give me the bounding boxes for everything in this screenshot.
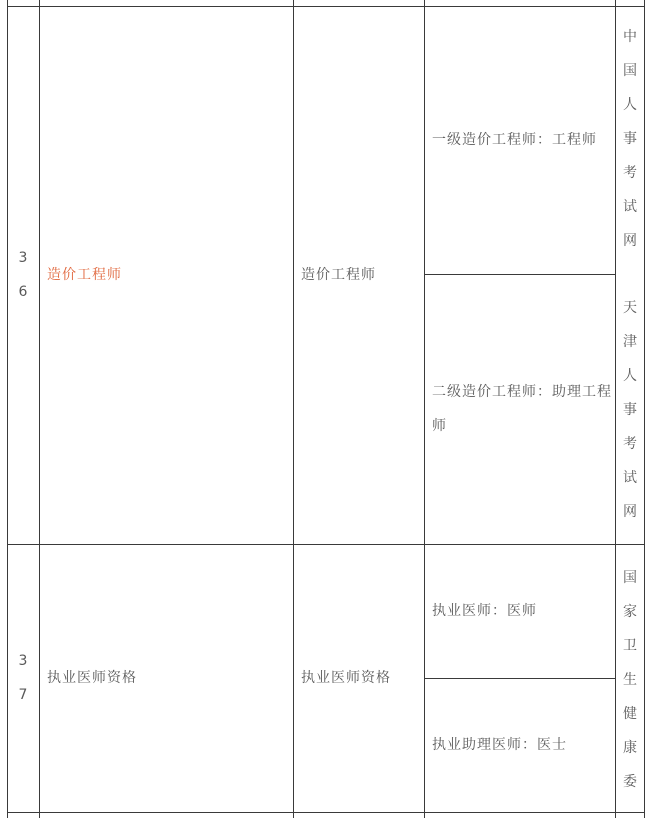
- qualification-name: 执业医师资格: [47, 670, 137, 686]
- qualification-cell: [47, 6, 293, 544]
- table-row: [7, 6, 645, 544]
- row-number-cell: [15, 544, 39, 812]
- row-divider: [7, 812, 645, 813]
- source-text: 中国人事考试网: [623, 29, 637, 249]
- source-text: 天津人事考试网: [623, 300, 637, 520]
- source-cell: [616, 20, 644, 260]
- equivalent-name: 造价工程师: [301, 267, 376, 283]
- source-cell: [616, 291, 644, 531]
- row-number-cell: [15, 6, 39, 544]
- row-number: 37: [18, 653, 28, 703]
- qualification-name: 造价工程师: [47, 267, 122, 283]
- sub-item-text: 执业助理医师：医士: [432, 737, 567, 753]
- sub-item-cell: [432, 678, 616, 812]
- source-cell: [616, 561, 644, 801]
- source-text: 国家卫生健康委: [623, 570, 637, 790]
- sub-item-text: 一级造价工程师：工程师: [432, 132, 597, 148]
- sub-item-cell: [432, 544, 616, 678]
- sub-item-cell: [432, 6, 616, 274]
- equivalent-cell: [301, 544, 424, 812]
- sub-item-text: 执业医师：医师: [432, 603, 537, 619]
- equivalent-cell: [301, 6, 424, 544]
- sub-item-cell: [432, 274, 612, 544]
- sub-item-text: 二级造价工程师：助理工程师: [432, 384, 612, 434]
- row-number: 36: [18, 250, 28, 300]
- qualification-cell: [47, 544, 293, 812]
- table-row: [7, 544, 645, 812]
- equivalent-name: 执业医师资格: [301, 670, 391, 686]
